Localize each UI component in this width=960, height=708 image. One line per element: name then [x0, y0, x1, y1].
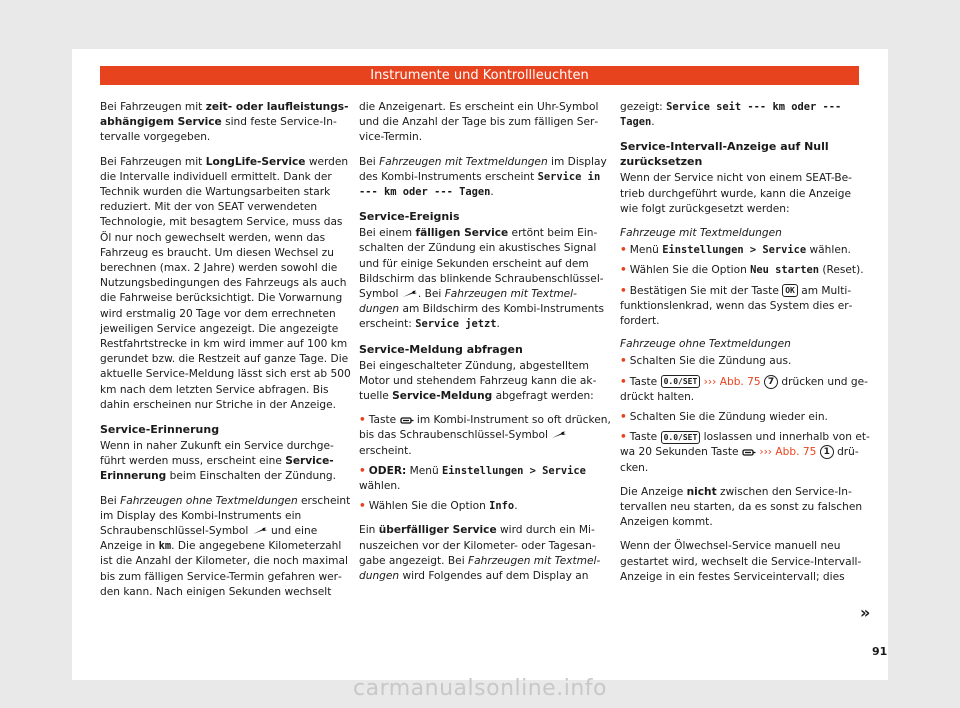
- list-item: • Bestätigen Sie mit der Taste OK am Multifunktionslenkrad, wenn das System dies erfordert.: [620, 284, 853, 328]
- paragraph: Bei Fahrzeugen mit LongLife-Service werden die Intervalle individuell ermittelt. Dank der Technik wurden die Wartungsarbeiten stark reduziert. Mit der von SEAT verwendeten Technologie, mit besagtem Service, muss das Öl nur noch gewechselt werden, wenn das Fahrzeug es braucht. Um diesen Wechsel zu berechnen (max. 2 Jahre) werden sowohl die Nutzungsbedingungen des Fahrzeugs als auch die Fahrweise berücksichtigt. Die Vorwarnung wird erstmalig 20 Tage vor dem errechneten jeweiligen Service angezeigt. Die angezeigte Restfahrtstrecke in km wird immer auf 100 km gerundet bzw. die Restzeit auf ganze Tage. Die aktuelle Service-Meldung lässt sich erst ab 500 km nach dem letzten Service abfragen. Bis dahin erscheinen nur Striche in der Anzeige.: [100, 155, 351, 411]
- bullet-icon: •: [359, 464, 366, 477]
- column-2: [359, 100, 611, 593]
- paragraph: Bei Fahrzeugen mit Textmeldungen im Display des Kombi-Instruments erscheint Service in --- km oder --- Tagen.: [359, 155, 607, 199]
- list-item: • Wählen Sie die Option Neu starten (Reset).: [620, 264, 864, 277]
- paragraph: Die Anzeige nicht zwischen den Service-Intervallen neu starten, da es sonst zu falschen Anzeigen kommt.: [620, 485, 863, 529]
- heading-service-ereignis: Service-Ereignis: [359, 210, 460, 224]
- paragraph: die Anzeigenart. Es erscheint ein Uhr-Symbol und die Anzahl der Tage bis zum fälligen Service-Termin.: [359, 101, 599, 144]
- car-key-icon: [400, 416, 414, 425]
- list-item: • Taste 0.0/SET loslassen und innerhalb von etwa 20 Sekunden Taste ››› Abb. 75 1 drücken.: [620, 431, 870, 474]
- set-key-icon: 0.0/SET: [661, 375, 701, 388]
- figure-reference-link[interactable]: ››› Abb. 75: [759, 446, 817, 459]
- bullet-icon: •: [620, 431, 627, 444]
- section-banner: Instrumente und Kontrollleuchten: [100, 66, 859, 85]
- wrench-icon: [252, 527, 268, 535]
- paragraph: Wenn in naher Zukunft ein Service durchgeführt werden muss, erscheint eine Service-Erinnerung beim Einschalten der Zündung.: [100, 440, 336, 483]
- list-item: • Taste im Kombi-Instrument so oft drücken, bis das Schraubenschlüssel-Symbol erscheint.: [359, 414, 611, 457]
- watermark: carmanualsonline.info: [353, 676, 607, 701]
- bullet-icon: •: [359, 414, 366, 427]
- heading-service-intervall-reset: Service-Intervall-Anzeige auf Null zurücksetzen: [620, 140, 829, 169]
- column-3: [620, 100, 872, 594]
- paragraph: Wenn der Service nicht von einem SEAT-Betrieb durchgeführt wurde, kann die Anzeige wie folgt zurückgesetzt werden:: [620, 172, 852, 215]
- continue-marker: »: [860, 603, 871, 622]
- paragraph: Ein überfälliger Service wird durch ein Minuszeichen vor der Kilometer- oder Tagesangabe angezeigt. Bei Fahrzeugen mit Textmeldungen wird Folgendes auf dem Display an: [359, 524, 601, 583]
- bullet-icon: •: [620, 411, 627, 424]
- list-item: • Schalten Sie die Zündung aus.: [620, 355, 792, 368]
- list-item: • Menü Einstellungen > Service wählen.: [620, 244, 851, 257]
- callout-number: 1: [820, 445, 834, 459]
- list-item: • Taste 0.0/SET ››› Abb. 75 7 drücken und gedrückt halten.: [620, 375, 868, 403]
- paragraph: Bei einem fälligen Service ertönt beim Einschalten der Zündung ein akustisches Signal und für einige Sekunden erscheint auf dem Bildschirm das blinkende Schraubenschlüssel-Symbol . Bei Fahrzeugen mit Textmeldungen am Bildschirm des Kombi-Instruments erscheint: Service jetzt.: [359, 227, 605, 331]
- bullet-icon: •: [620, 355, 627, 368]
- subheading-mit-textmeldungen: Fahrzeuge mit Textmeldungen: [620, 227, 782, 240]
- paragraph: gezeigt: Service seit --- km oder --- Tagen.: [620, 101, 842, 129]
- paragraph: Bei eingeschalteter Zündung, abgestelltem Motor und stehendem Fahrzeug kann die aktuelle Service-Meldung abgefragt werden:: [359, 359, 597, 403]
- page-number: 91: [872, 645, 888, 658]
- heading-service-erinnerung: Service-Erinnerung: [100, 423, 220, 437]
- callout-number: 7: [764, 375, 778, 389]
- bullet-icon: •: [359, 500, 366, 513]
- set-key-icon: 0.0/SET: [661, 431, 701, 444]
- figure-reference-link[interactable]: ››› Abb. 75: [703, 375, 761, 388]
- paragraph: Bei Fahrzeugen ohne Textmeldungen erscheint im Display des Kombi-Instruments ein Schraubenschlüssel-Symbol und eine Anzeige in km. Die angegebene Kilometerzahl ist die Anzahl der Kilometer, die noch maximal bis zum fälligen Service-Termin gefahren werden kann. Nach einigen Sekunden wechselt: [100, 494, 351, 598]
- heading-service-meldung-abfragen: Service-Meldung abfragen: [359, 342, 523, 356]
- bullet-icon: •: [620, 264, 627, 277]
- bullet-icon: •: [620, 244, 627, 257]
- ok-key-icon: OK: [782, 284, 798, 297]
- paragraph: Wenn der Ölwechsel-Service manuell neu gestartet wird, wechselt die Service-Intervall-Anzeige in ein festes Serviceintervall; dies: [620, 540, 862, 583]
- list-item: • Schalten Sie die Zündung wieder ein.: [620, 411, 828, 424]
- wrench-icon: [402, 290, 418, 298]
- list-item: • Wählen Sie die Option Info.: [359, 500, 518, 513]
- paragraph: Bei Fahrzeugen mit zeit- oder laufleistungsabhängigem Service sind feste Service-Intervalle vorgegeben.: [100, 101, 349, 144]
- list-item: • ODER: Menü Einstellungen > Service wählen.: [359, 464, 586, 493]
- wrench-icon: [551, 431, 567, 439]
- subheading-ohne-textmeldungen: Fahrzeuge ohne Textmeldungen: [620, 338, 791, 351]
- car-key-icon: [742, 448, 756, 457]
- bullet-icon: •: [620, 375, 627, 388]
- column-1: [100, 100, 352, 609]
- bullet-icon: •: [620, 284, 627, 297]
